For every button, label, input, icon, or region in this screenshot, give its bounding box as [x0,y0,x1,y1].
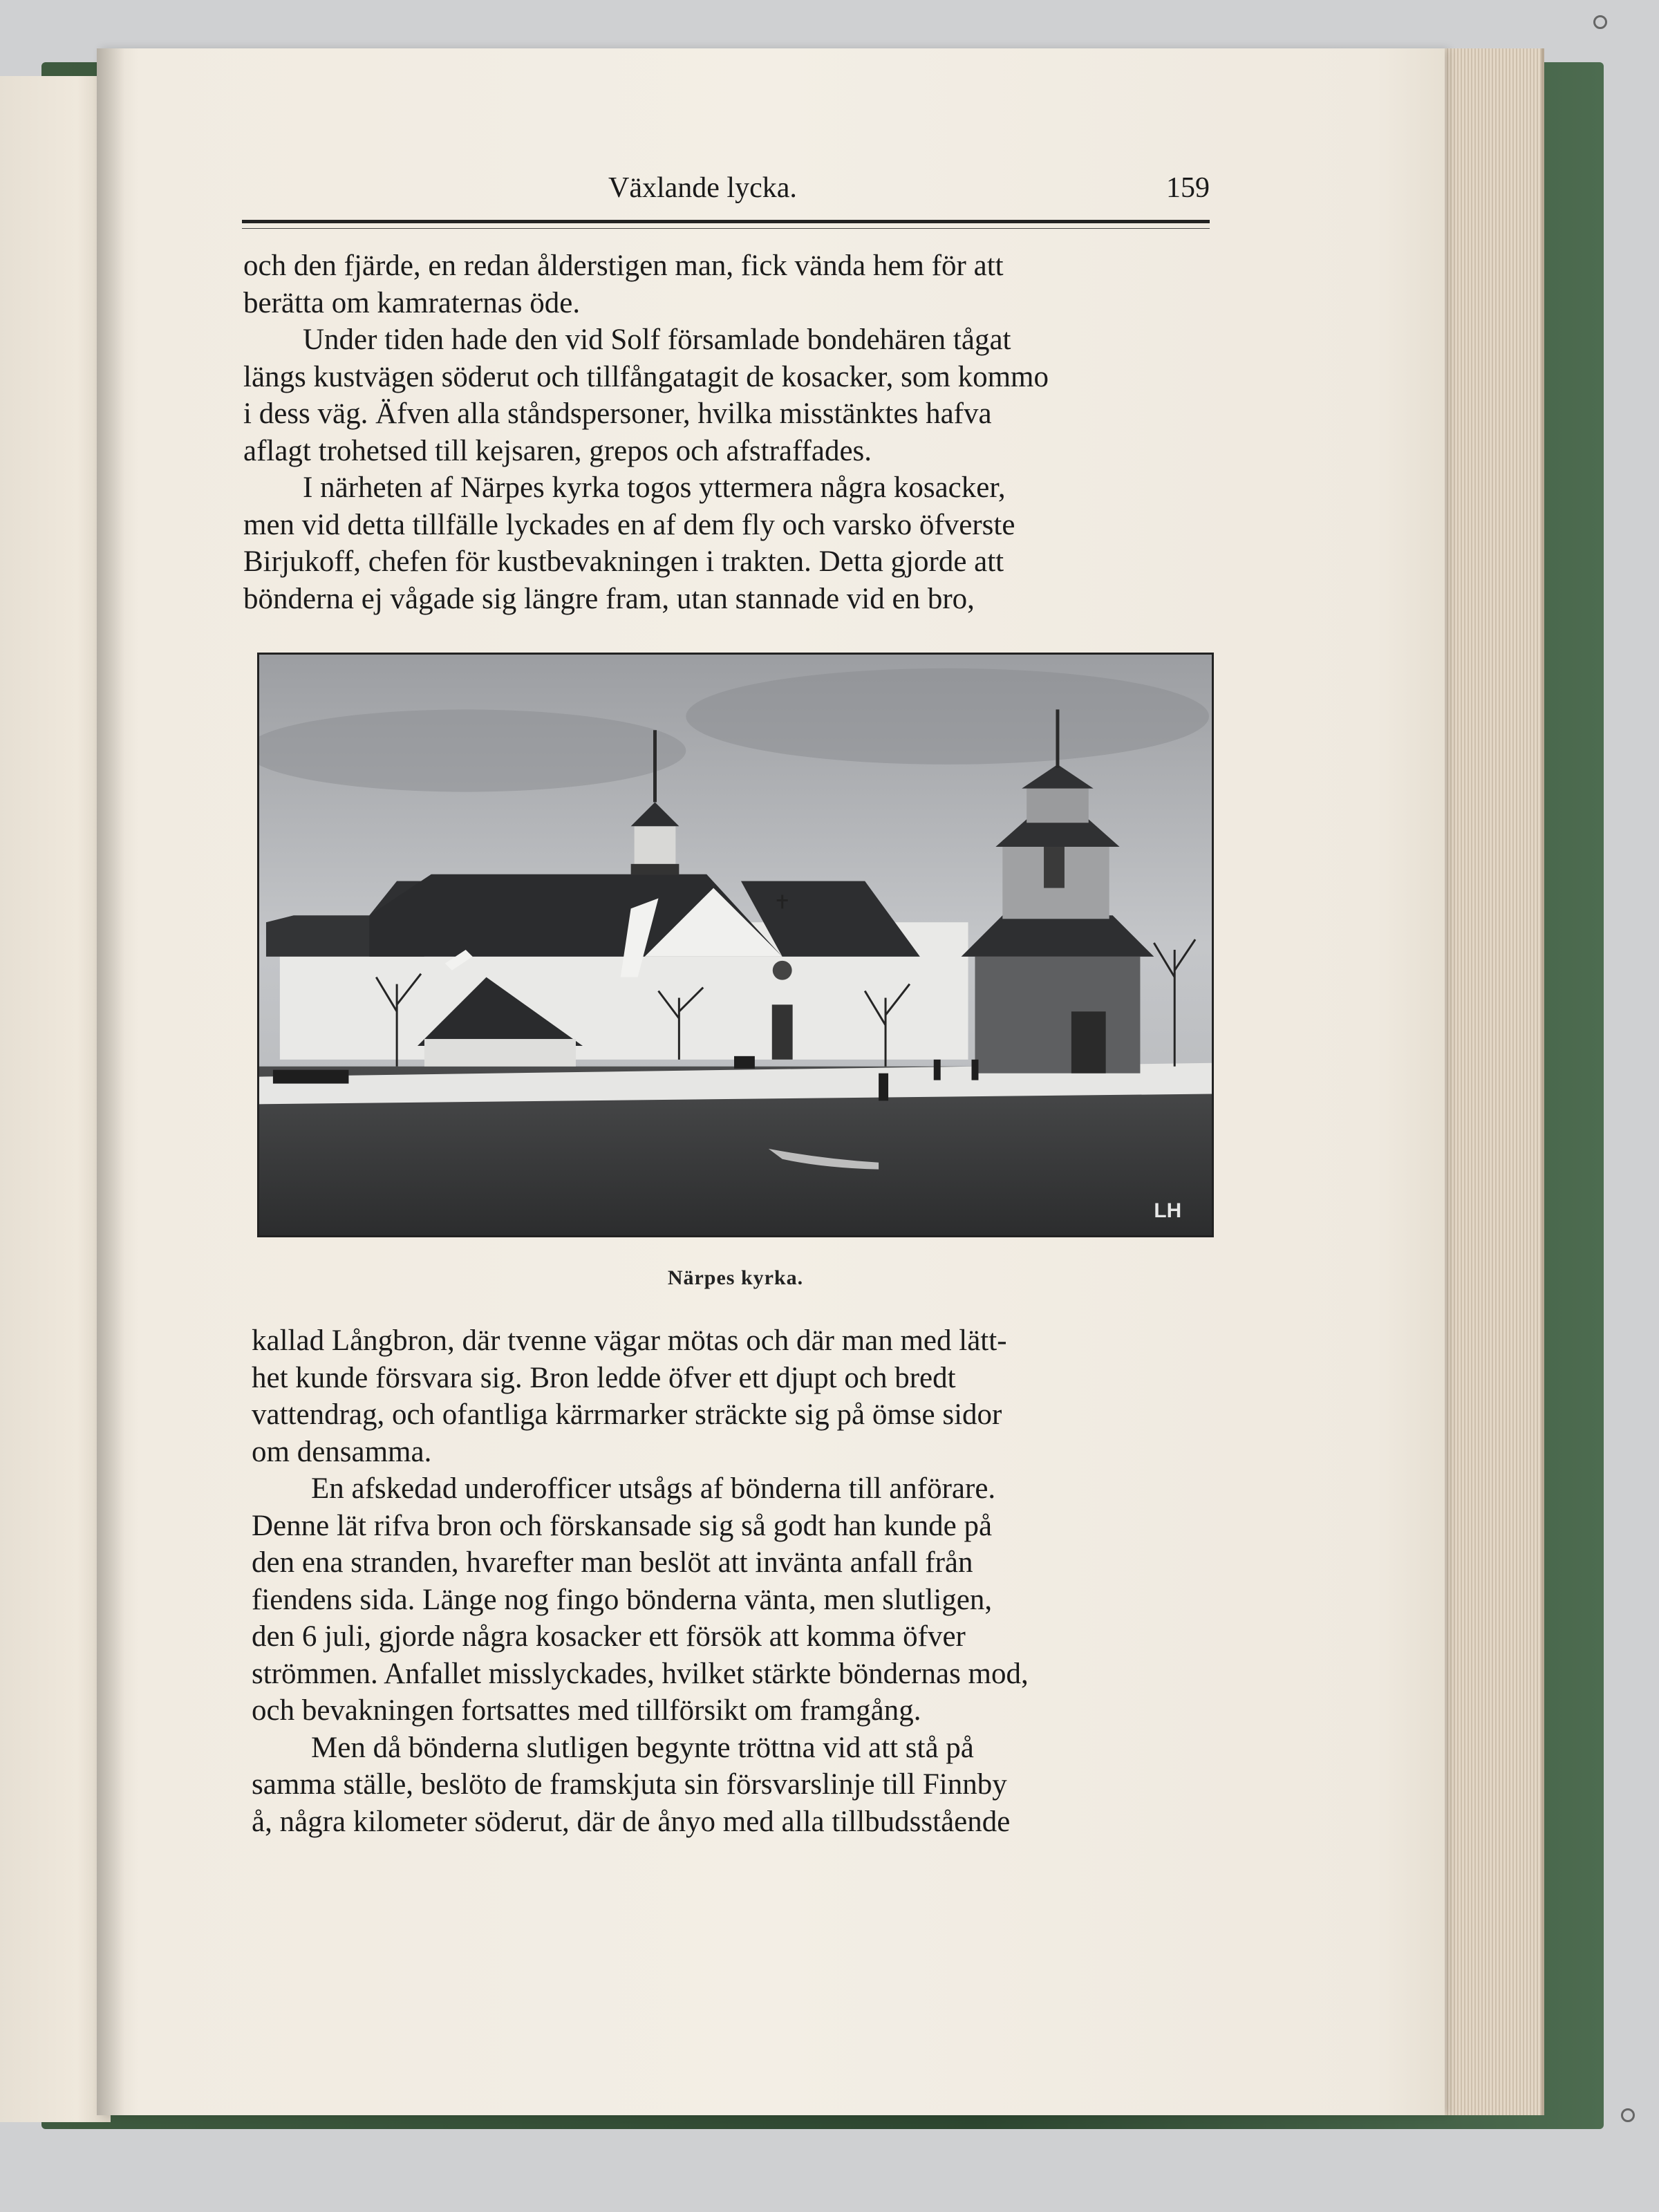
text-block-top [243,247,1211,617]
text-line: fiendens sida. Länge nog fingo bönderna vänta, men slutligen, [252,1583,993,1616]
text-line: bönderna ej vågade sig längre fram, utan stannade vid en bro, [243,582,975,615]
paragraph [243,469,1211,617]
text-line: Denne lät rifva bron och förskansade sig så godt han kunde på [252,1509,993,1542]
text-line: I närheten af Närpes kyrka togos yttermera några kosacker, [303,471,1006,504]
church-photograph [257,653,1214,1237]
text-line: Birjukoff, chefen för kustbevakningen i trakten. Detta gjorde att [243,545,1004,578]
text-line: samma ställe, beslöto de framskjuta sin försvarslinje till Finnby [252,1768,1007,1801]
pin-marker [1593,15,1607,29]
text-line: vattendrag, och ofantliga kärrmarker sträckte sig på ömse sidor [252,1398,1002,1431]
page-edges [1438,48,1544,2115]
paragraph [243,321,1211,469]
paragraph [243,247,1211,321]
photo-monogram: LH [1154,1199,1182,1223]
text-line: och den fjärde, en redan ålderstigen man, fick vända hem för att [243,250,1004,282]
running-head [242,171,1210,213]
header-rule-thin [242,228,1210,229]
text-line: kallad Långbron, där tvenne vägar mötas och där man med lätt- [252,1324,1007,1357]
text-line: om densamma. [252,1435,432,1468]
text-line: aflagt trohetsed till kejsaren, grepos och afstraffades. [243,434,872,467]
paragraph [252,1470,1219,1730]
paragraph [252,1322,1219,1470]
header-rule [242,220,1210,223]
text-line: å, några kilometer söderut, där de ånyo med alla tillbudsstående [252,1805,1011,1838]
text-line: i dess väg. Äfven alla ståndspersoner, hvilka misstänktes hafva [243,397,992,430]
text-line: men vid detta tillfälle lyckades en af dem fly och varsko öfverste [243,508,1015,541]
text-line: den 6 juli, gjorde några kosacker ett försök att komma öfver [252,1620,966,1653]
text-block-bottom [252,1322,1219,1840]
text-line: het kunde försvara sig. Bron ledde öfver ett djupt och bredt [252,1361,956,1394]
text-line: berätta om kamraternas öde. [243,286,581,319]
figure-caption: Närpes kyrka. [667,1266,804,1289]
text-line: Under tiden hade den vid Solf församlade bondehären tågat [303,324,1011,356]
text-line: En afskedad underofficer utsågs af bönderna till anförare. [311,1472,996,1505]
church-illustration [259,655,1212,1235]
text-line: den ena stranden, hvarefter man beslöt att invänta anfall från [252,1546,973,1579]
left-page [0,76,111,2122]
running-title: Växlande lycka. [608,172,797,204]
text-line: och bevakningen fortsattes med tillförsikt om framgång. [252,1694,921,1727]
text-line: strömmen. Anfallet misslyckades, hvilket stärkte böndernas mod, [252,1657,1029,1690]
pin-marker [1621,2108,1635,2122]
gutter-shadow [97,48,124,2115]
paragraph [252,1730,1219,1841]
page-number: 159 [1166,172,1210,204]
text-line: längs kustvägen söderut och tillfångatagit de kosacker, som kommo [243,360,1049,393]
text-line: Men då bönderna slutligen begynte tröttna vid att stå på [311,1731,974,1764]
